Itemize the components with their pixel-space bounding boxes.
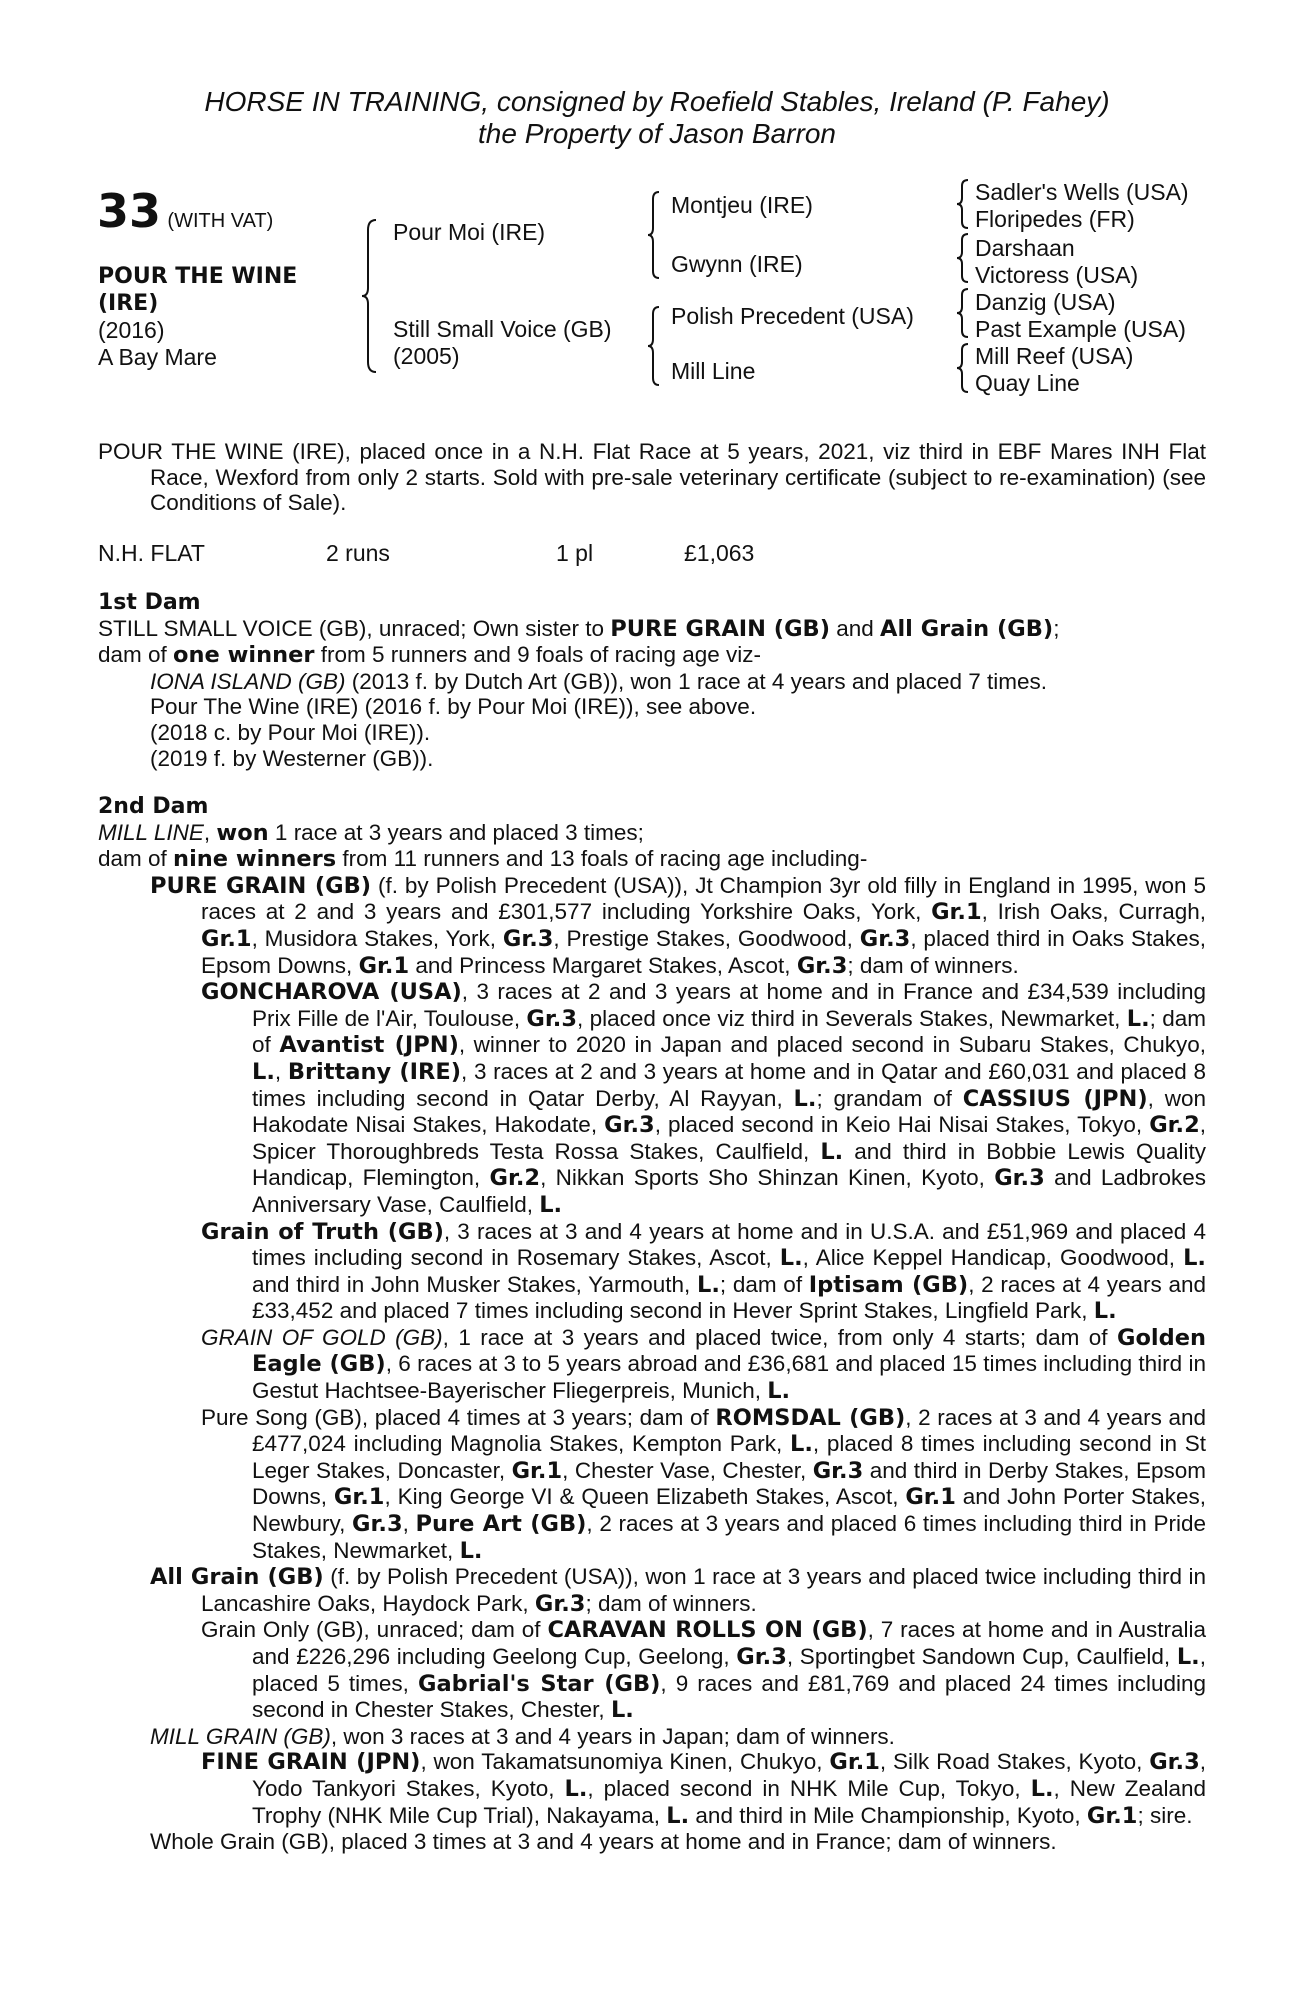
text-run: Gr.2 bbox=[1149, 1112, 1200, 1139]
pedigree-dam-year: (2005) bbox=[393, 343, 460, 369]
produce-item bbox=[98, 720, 1206, 746]
text-run: Gr.1 bbox=[201, 925, 252, 952]
text-run: , 1 race at 3 years and placed twice, from only 4 starts; dam of bbox=[442, 1324, 1117, 1350]
text-run: (f. by Polish Precedent (USA)), won 1 race at 3 years and placed twice including third in Lancashire Oaks, Haydock Park, bbox=[201, 1564, 1206, 1616]
text-run: Gr.3 bbox=[352, 1511, 403, 1538]
text-run: , Irish Oaks, Curragh, bbox=[981, 899, 1206, 925]
pedigree-dam-sire: Polish Precedent (USA) bbox=[671, 303, 914, 329]
text-run: Iptisam (GB) bbox=[808, 1271, 969, 1298]
produce-sub-entry bbox=[98, 1325, 1206, 1405]
pedigree-dam-dam: Mill Line bbox=[671, 358, 756, 384]
produce-entry bbox=[98, 1724, 1206, 1750]
pedigree-brace-dam bbox=[646, 305, 662, 387]
text-run: , Yodo Tankyori Stakes, Kyoto, bbox=[252, 1749, 1207, 1801]
second-dam-produce-summary bbox=[98, 846, 1206, 873]
pedigree-dam: Still Small Voice (GB) bbox=[393, 316, 612, 342]
text-run: (f. by Polish Precedent (USA)), Jt Champion 3yr old filly in England in 1995, won 5 races at 2 and 3 years and £301,577 including Yorkshire Oaks, York, bbox=[201, 872, 1207, 925]
text-run: L. bbox=[820, 1138, 844, 1165]
lot-vat: (WITH VAT) bbox=[167, 210, 274, 232]
text-run: MILL LINE bbox=[98, 819, 204, 845]
text-run: Gr.3 bbox=[526, 1005, 577, 1032]
text-run: GONCHAROVA (USA) bbox=[201, 979, 462, 1006]
lot-number-row bbox=[97, 186, 273, 246]
text-run: , Chester Vase, Chester, bbox=[562, 1457, 813, 1483]
race-summary: POUR THE WINE (IRE), placed once in a N.H. Flat Race at 5 years, 2021, viz third in EBF Mares INH Flat Race, Wexford from only 2 starts. Sold with pre-sale veterinary certificate (subject to re-examination) (see Conditions of Sale). bbox=[98, 439, 1206, 516]
pedigree-g3-6: Past Example (USA) bbox=[975, 316, 1186, 342]
lot-number: 33 bbox=[97, 184, 162, 238]
text-run: ; dam of winners. bbox=[585, 1590, 757, 1616]
pedigree-g3-7: Mill Reef (USA) bbox=[975, 343, 1134, 369]
pedigree-brace-sire bbox=[646, 190, 662, 280]
text-run: Gr.1 bbox=[1086, 1802, 1138, 1829]
text-run: Whole Grain (GB), placed 3 times at 3 and 4 years at home and in France; dam of winners. bbox=[150, 1829, 1057, 1855]
text-run: L. bbox=[564, 1775, 588, 1802]
text-run: , placed 8 times including second in St Leger Stakes, Doncaster, bbox=[252, 1431, 1206, 1483]
text-run: L. bbox=[793, 1085, 817, 1112]
horse-name-line1: POUR THE WINE bbox=[98, 264, 298, 289]
text-run: dam of bbox=[98, 642, 174, 668]
text-run: , won Takamatsunomiya Kinen, Chukyo, bbox=[420, 1749, 830, 1775]
text-run: (2018 c. by Pour Moi (IRE)). bbox=[150, 719, 431, 745]
text-run: PURE GRAIN (GB) bbox=[150, 872, 372, 899]
text-run: , placed once viz third in Severals Stakes, Newmarket, bbox=[576, 1005, 1127, 1031]
text-run: (2019 f. by Westerner (GB)). bbox=[150, 745, 434, 771]
text-run: , King George VI & Queen Elizabeth Stakes, Ascot, bbox=[384, 1484, 906, 1510]
text-run: won bbox=[216, 819, 269, 846]
text-run: Brittany (IRE) bbox=[287, 1058, 462, 1085]
first-dam-heading: 1st Dam bbox=[98, 590, 201, 615]
text-run: , winner to 2020 in Japan and placed second in Subaru Stakes, Chukyo, bbox=[458, 1032, 1206, 1058]
pedigree-g3-1: Sadler's Wells (USA) bbox=[975, 179, 1189, 205]
catalogue-header-line1: HORSE IN TRAINING, consigned by Roefield Stables, Ireland (P. Fahey) bbox=[204, 86, 1110, 117]
pedigree-brace-g3 bbox=[955, 287, 971, 339]
text-run: , 6 races at 3 to 5 years abroad and £36,681 and placed 15 times including third in Gestut Hachtsee-Bayerischer Fliegerpreis, Munich, bbox=[252, 1351, 1206, 1404]
text-run: Pour The Wine (IRE) (2016 f. by Pour Moi (IRE)), see above. bbox=[150, 694, 757, 720]
text-run: , Sportingbet Sandown Cup, Caulfield, bbox=[786, 1644, 1177, 1669]
text-run: Grain of Truth (GB) bbox=[201, 1218, 444, 1245]
text-run: nine winners bbox=[173, 846, 337, 873]
text-run: ; dam of winners. bbox=[847, 952, 1019, 978]
second-dam-line bbox=[98, 820, 1206, 847]
text-run: PURE GRAIN (GB) bbox=[610, 615, 830, 642]
pedigree-g3-2: Floripedes (FR) bbox=[975, 206, 1135, 232]
produce-item bbox=[98, 694, 1206, 720]
pedigree-g3-8: Quay Line bbox=[975, 370, 1080, 396]
text-run: L. bbox=[1030, 1775, 1054, 1802]
text-run: L. bbox=[666, 1802, 690, 1829]
text-run: L. bbox=[779, 1245, 803, 1272]
text-run: ; sire. bbox=[1137, 1802, 1193, 1828]
race-record-earnings: £1,063 bbox=[684, 540, 755, 566]
text-run: Gr.3 bbox=[859, 925, 911, 952]
text-run: , placed second in NHK Mile Cup, Tokyo, bbox=[587, 1775, 1031, 1801]
race-record-runs: 2 runs bbox=[326, 540, 390, 566]
text-run: , 3 races at 3 and 4 years at home and in U.S.A. and £51,969 and placed 4 times including second in Rosemary Stakes, Ascot, bbox=[252, 1218, 1206, 1271]
text-run: and third in Bobbie Lewis Quality Handicap, Flemington, bbox=[252, 1138, 1206, 1191]
text-run: 1 race at 3 years and placed 3 times; bbox=[268, 819, 644, 845]
text-run: Gr.1 bbox=[829, 1749, 880, 1776]
text-run: from 5 runners and 9 foals of racing age viz- bbox=[314, 642, 761, 668]
text-run: , Prestige Stakes, Goodwood, bbox=[553, 925, 860, 951]
produce-sub-entry bbox=[98, 1405, 1206, 1565]
text-run: All Grain (GB) bbox=[150, 1564, 324, 1591]
text-run: ; dam of bbox=[719, 1271, 809, 1297]
horse-foaling-year: (2016) bbox=[98, 317, 165, 343]
text-run: , 7 races at home and in Australia and £226,296 including Geelong Cup, Geelong, bbox=[252, 1617, 1206, 1669]
pedigree-brace-g1 bbox=[955, 178, 971, 230]
produce-sub-entry bbox=[98, 1749, 1206, 1829]
text-run: Grain Only (GB), unraced; dam of bbox=[201, 1617, 548, 1643]
pedigree-sire-sire: Montjeu (IRE) bbox=[671, 192, 813, 218]
text-run: Gr.3 bbox=[994, 1165, 1045, 1192]
text-run: and third in Mile Championship, Kyoto, bbox=[689, 1802, 1087, 1828]
text-run: Gr.1 bbox=[333, 1484, 385, 1511]
text-run: , 2 races at 3 years and placed 6 times including third in Pride Stakes, Newmarket, bbox=[252, 1511, 1206, 1563]
produce-sub-entry bbox=[98, 1219, 1206, 1325]
produce-entry bbox=[98, 1829, 1206, 1855]
pedigree-brace-g2 bbox=[955, 232, 971, 284]
produce-entry bbox=[98, 873, 1206, 979]
text-run: , placed second in Keio Hai Nisai Stakes, Tokyo, bbox=[654, 1112, 1150, 1138]
text-run: , New Zealand Trophy (NHK Mile Cup Trial), Nakayama, bbox=[252, 1775, 1207, 1828]
text-run: CASSIUS (JPN) bbox=[962, 1085, 1148, 1112]
produce-sub-entry bbox=[98, 1617, 1206, 1723]
catalogue-header-line2: the Property of Jason Barron bbox=[478, 118, 836, 149]
text-run: Golden Eagle (GB) bbox=[252, 1324, 1207, 1378]
text-run: STILL SMALL VOICE (GB), unraced; Own sister to bbox=[98, 615, 611, 641]
pedigree-brace-g4 bbox=[955, 342, 971, 394]
text-run: All Grain (GB) bbox=[880, 615, 1054, 642]
text-run: L. bbox=[789, 1431, 813, 1458]
text-run: Gr.2 bbox=[489, 1165, 541, 1192]
text-run: , 3 races at 2 and 3 years at home and in Qatar and £60,031 and placed 8 times including second in Qatar Derby, Al Rayyan, bbox=[252, 1058, 1206, 1111]
text-run: , placed 5 times, bbox=[252, 1644, 1206, 1696]
second-dam-section bbox=[98, 794, 1206, 1855]
text-run: , 2 races at 4 years and £33,452 and placed 7 times including second in Hever Sprint Stakes, Lingfield Park, bbox=[252, 1271, 1206, 1324]
text-run: , Silk Road Stakes, Kyoto, bbox=[879, 1749, 1150, 1775]
race-record-placed: 1 pl bbox=[556, 540, 594, 566]
text-run: , 3 races at 2 and 3 years at home and in France and £34,539 including Prix Fille de l'Air, Toulouse, bbox=[252, 979, 1207, 1031]
text-run: Gr.3 bbox=[502, 925, 554, 952]
text-run: one winner bbox=[173, 642, 315, 669]
text-run: FINE GRAIN (JPN) bbox=[201, 1749, 421, 1776]
pedigree-sire-dam: Gwynn (IRE) bbox=[671, 251, 803, 277]
second-dam-produce-list bbox=[98, 873, 1206, 1855]
text-run: , 9 races and £81,769 and placed 24 times including second in Chester Stakes, Chester, bbox=[252, 1670, 1206, 1723]
produce-item bbox=[98, 669, 1206, 695]
text-run: and Princess Margaret Stakes, Ascot, bbox=[409, 952, 797, 978]
produce-sub-entry bbox=[98, 979, 1206, 1218]
text-run: GRAIN OF GOLD (GB) bbox=[201, 1324, 443, 1350]
text-run: , bbox=[274, 1058, 288, 1084]
text-run: L. bbox=[1093, 1298, 1117, 1325]
text-run: Gr.3 bbox=[736, 1644, 787, 1670]
second-dam-heading: 2nd Dam bbox=[98, 794, 209, 819]
text-run: ROMSDAL (GB) bbox=[715, 1404, 906, 1431]
race-record-type: N.H. FLAT bbox=[98, 540, 205, 566]
first-dam-line bbox=[98, 616, 1206, 643]
text-run: , Alice Keppel Handicap, Goodwood, bbox=[802, 1245, 1184, 1271]
text-run: Pure Art (GB) bbox=[415, 1511, 587, 1538]
text-run: , 2 races at 3 and 4 years and £477,024 including Magnolia Stakes, Kempton Park, bbox=[252, 1404, 1206, 1457]
text-run: from 11 runners and 13 foals of racing age including- bbox=[336, 846, 868, 872]
text-run: (2013 f. by Dutch Art (GB)), won 1 race at 4 years and placed 7 times. bbox=[345, 668, 1048, 694]
text-run: dam of bbox=[98, 846, 174, 872]
pedigree-g3-4: Victoress (USA) bbox=[975, 262, 1139, 288]
pedigree-g3-5: Danzig (USA) bbox=[975, 289, 1116, 315]
text-run: L. bbox=[1176, 1644, 1200, 1670]
produce-entry bbox=[98, 1564, 1206, 1617]
text-run: and Ladbrokes Anniversary Vase, Caulfield, bbox=[252, 1165, 1206, 1217]
text-run: and John Porter Stakes, Newbury, bbox=[252, 1484, 1207, 1537]
pedigree-brace-generation1 bbox=[360, 218, 380, 374]
text-run: , won Hakodate Nisai Stakes, Hakodate, bbox=[252, 1085, 1207, 1138]
text-run: L. bbox=[610, 1697, 634, 1724]
text-run: and bbox=[829, 615, 881, 641]
text-run: , Spicer Thoroughbreds Testa Rossa Stakes, Caulfield, bbox=[252, 1112, 1207, 1164]
text-run: CARAVAN ROLLS ON (GB) bbox=[547, 1617, 868, 1644]
text-run: L. bbox=[697, 1271, 720, 1298]
text-run: Gr.1 bbox=[511, 1457, 563, 1484]
text-run: Avantist (JPN) bbox=[279, 1032, 459, 1059]
text-run: L. bbox=[1126, 1005, 1150, 1032]
first-dam-produce-summary bbox=[98, 642, 1206, 669]
text-run: Gr.3 bbox=[1149, 1749, 1200, 1776]
text-run: L. bbox=[539, 1191, 563, 1218]
text-run: , won 3 races at 3 and 4 years in Japan; dam of winners. bbox=[330, 1723, 895, 1749]
text-run: ; grandam of bbox=[816, 1085, 963, 1111]
text-run: , bbox=[203, 819, 217, 845]
text-run: L. bbox=[1183, 1245, 1206, 1272]
text-run: MILL GRAIN (GB) bbox=[150, 1723, 331, 1749]
pedigree-sire: Pour Moi (IRE) bbox=[393, 219, 546, 245]
text-run: and third in Derby Stakes, Epsom Downs, bbox=[252, 1457, 1206, 1510]
text-run: Gr.1 bbox=[931, 899, 982, 926]
horse-description: A Bay Mare bbox=[98, 344, 217, 370]
text-run: Gr.1 bbox=[905, 1484, 956, 1511]
text-run: Gr.3 bbox=[812, 1457, 864, 1484]
text-run: Pure Song (GB), placed 4 times at 3 years; dam of bbox=[201, 1404, 716, 1430]
text-run: Gr.3 bbox=[534, 1590, 586, 1617]
produce-item bbox=[98, 746, 1206, 772]
first-dam-produce-list bbox=[98, 669, 1206, 771]
text-run: Gr.3 bbox=[604, 1112, 655, 1139]
pedigree-g3-3: Darshaan bbox=[975, 235, 1075, 261]
text-run: Gr.3 bbox=[796, 952, 848, 979]
text-run: , bbox=[402, 1511, 416, 1537]
text-run: , Musidora Stakes, York, bbox=[251, 925, 503, 951]
text-run: ; bbox=[1053, 615, 1060, 641]
text-run: and third in John Musker Stakes, Yarmouth, bbox=[252, 1271, 697, 1297]
text-run: L. bbox=[459, 1537, 483, 1564]
text-run: L. bbox=[767, 1378, 791, 1405]
text-run: IONA ISLAND (GB) bbox=[150, 668, 346, 694]
text-run: L. bbox=[252, 1058, 275, 1085]
horse-name-line2: (IRE) bbox=[98, 291, 159, 316]
text-run: Gr.1 bbox=[358, 952, 410, 979]
text-run: Gabrial's Star (GB) bbox=[417, 1670, 661, 1697]
race-summary-block bbox=[98, 439, 1206, 516]
text-run: ; dam of bbox=[252, 1005, 1206, 1058]
text-run: , Nikkan Sports Sho Shinzan Kinen, Kyoto, bbox=[540, 1165, 995, 1191]
first-dam-section bbox=[98, 590, 1206, 771]
text-run: , placed third in Oaks Stakes, Epsom Downs, bbox=[201, 925, 1206, 978]
